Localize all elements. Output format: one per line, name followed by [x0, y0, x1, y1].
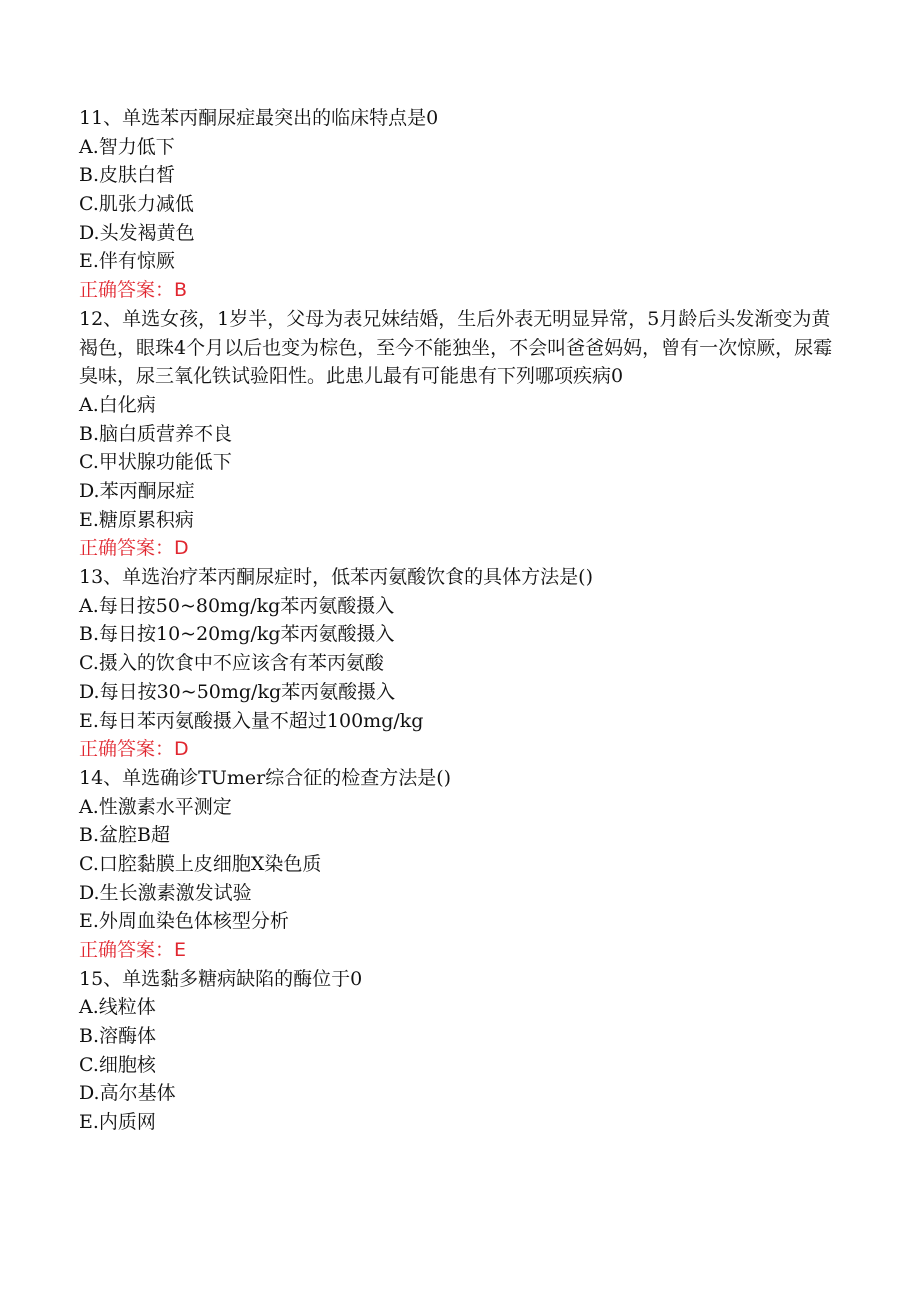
option-a: A.智力低下	[79, 135, 175, 158]
option-d: D.高尔基体	[79, 1082, 176, 1105]
option-c: C.摄入的饮食中不应该含有苯丙氨酸	[79, 652, 384, 675]
option-a: A.每日按50~80mg/kg苯丙氨酸摄入	[79, 594, 395, 617]
answer-label: 正确答案：	[79, 279, 175, 302]
answer-value: E	[174, 939, 187, 962]
answer-label: 正确答案：	[79, 939, 175, 962]
correct-answer	[79, 936, 849, 965]
question-stem: 12、单选女孩，1岁半，父母为表兄妹结婚，生后外表无明显异常，5月龄后头发渐变为黄褐色，眼珠4个月以后也变为棕色，至今不能独坐，不会叫爸爸妈妈，曾有一次惊厥，尿霉臭味，尿三氧化铁试验阳性。此患儿最有可能患有下列哪项疾病0	[79, 307, 833, 388]
option-b: B.脑白质营养不良	[79, 422, 233, 445]
option-e: E.外周血染色体核型分析	[79, 910, 289, 933]
answer-value: D	[174, 537, 189, 560]
answer-value: B	[174, 279, 188, 302]
question-stem: 14、单选确诊TUmer综合征的检查方法是()	[79, 766, 452, 789]
question-stem: 11、单选苯丙酮尿症最突出的临床特点是0	[79, 107, 439, 129]
option-d: D.每日按30~50mg/kg苯丙氨酸摄入	[79, 680, 396, 703]
option-c: C.甲状腺功能低下	[79, 451, 232, 474]
answer-label: 正确答案：	[79, 738, 175, 761]
question-stem: 15、单选黏多糖病缺陷的酶位于0	[79, 967, 363, 990]
option-e: E.每日苯丙氨酸摄入量不超过100mg/kg	[79, 709, 424, 732]
option-a: A.白化病	[79, 393, 156, 416]
question-stem: 13、单选治疗苯丙酮尿症时，低苯丙氨酸饮食的具体方法是()	[79, 566, 594, 589]
correct-answer	[79, 534, 849, 563]
option-e: E.糖原累积病	[79, 508, 194, 531]
option-d: D.苯丙酮尿症	[79, 480, 195, 502]
option-b: B.皮肤白皙	[79, 164, 176, 187]
question-15	[79, 965, 849, 1137]
question-14	[79, 764, 849, 965]
option-e: E.伴有惊厥	[79, 250, 175, 273]
question-11	[79, 104, 849, 305]
option-a: A.性激素水平测定	[79, 795, 232, 818]
question-document	[79, 104, 849, 1137]
option-a: A.线粒体	[79, 996, 156, 1019]
option-d: D.生长激素激发试验	[79, 881, 252, 904]
option-b: B.每日按10~20mg/kg苯丙氨酸摄入	[79, 623, 395, 646]
correct-answer	[79, 276, 849, 305]
answer-label: 正确答案：	[79, 537, 175, 560]
option-b: B.溶酶体	[79, 1025, 157, 1048]
option-e: E.内质网	[79, 1111, 156, 1134]
question-12	[79, 305, 849, 563]
question-13	[79, 563, 849, 764]
option-b: B.盆腔B超	[79, 824, 170, 847]
option-c: C.细胞核	[79, 1053, 156, 1076]
option-d: D.头发褐黄色	[79, 221, 195, 244]
correct-answer	[79, 735, 849, 764]
answer-value: D	[174, 738, 189, 761]
option-c: C.口腔黏膜上皮细胞X染色质	[79, 852, 322, 875]
option-c: C.肌张力减低	[79, 193, 194, 216]
